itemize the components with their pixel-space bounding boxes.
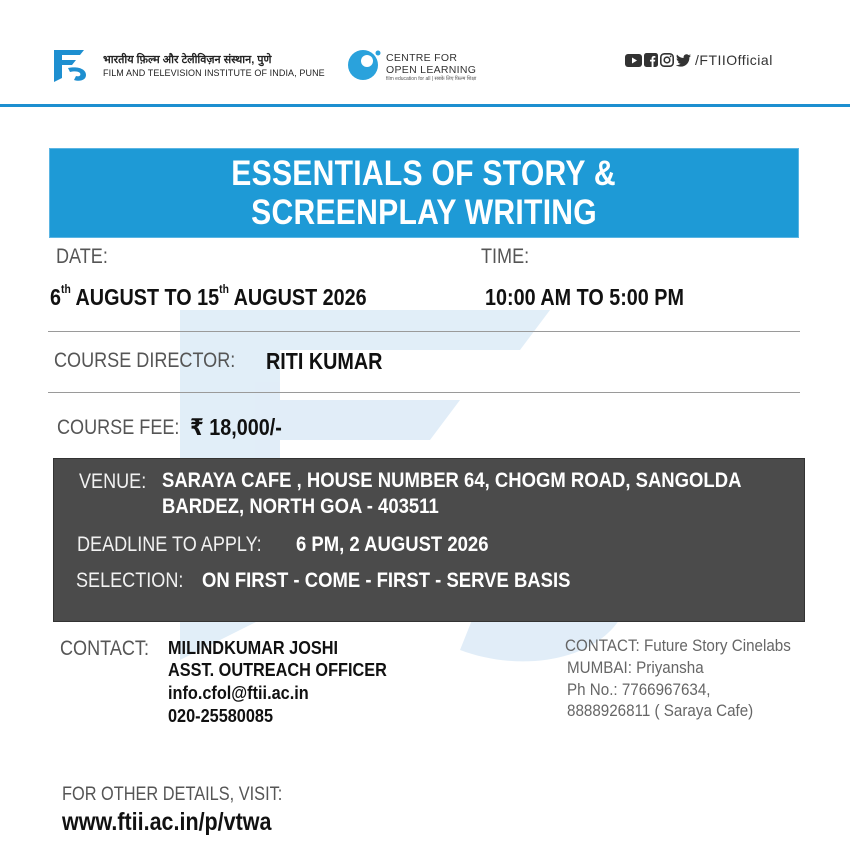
selection-label: SELECTION: xyxy=(76,569,184,592)
cfol-name-line2: OPEN LEARNING xyxy=(386,64,477,76)
venue-address-line1: SARAYA CAFE , HOUSE NUMBER 64, CHOGM ROAD, SANGOLDA xyxy=(162,468,742,492)
divider xyxy=(48,392,800,393)
partner-contact: CONTACT: Future Story Cinelabs xyxy=(565,637,791,655)
facebook-icon[interactable] xyxy=(644,53,658,67)
date-value xyxy=(50,284,367,311)
contact-phone[interactable]: 020-25580085 xyxy=(168,705,274,726)
venue-label: VENUE: xyxy=(79,470,147,493)
instagram-icon[interactable] xyxy=(660,53,674,67)
course-title-line1: ESSENTIALS OF STORY & xyxy=(231,154,617,193)
course-director-name: RITI KUMAR xyxy=(266,348,383,374)
contact-email[interactable]: info.cfol@ftii.ac.in xyxy=(168,682,309,703)
date-end: AUGUST 2026 xyxy=(228,284,367,310)
course-title-line2: SCREENPLAY WRITING xyxy=(251,193,597,232)
date-start-suffix: th xyxy=(61,282,71,296)
date-middle: AUGUST TO 15 xyxy=(70,284,220,310)
date-label: DATE: xyxy=(56,245,108,268)
youtube-icon[interactable] xyxy=(625,54,642,67)
date-start-day: 6 xyxy=(50,284,62,310)
selection-value: ON FIRST - COME - FIRST - SERVE BASIS xyxy=(202,568,571,592)
other-details-label: FOR OTHER DETAILS, VISIT: xyxy=(62,784,283,805)
time-value: 10:00 AM TO 5:00 PM xyxy=(485,284,684,310)
social-links xyxy=(625,52,773,68)
contact-name: MILINDKUMAR JOSHI xyxy=(168,637,339,658)
ftii-name-hindi: भारतीय फ़िल्म और टेलीविज़न संस्थान, पुणे xyxy=(103,54,272,66)
details-link[interactable]: www.ftii.ac.in/p/vtwa xyxy=(62,808,272,836)
partner-city-contact: MUMBAI: Priyansha xyxy=(567,659,704,677)
ftii-logo xyxy=(50,44,90,84)
ftii-name-english: FILM AND TELEVISION INSTITUTE OF INDIA, PUNE xyxy=(103,68,325,78)
cfol-name-line1: CENTRE FOR xyxy=(386,52,458,64)
social-handle[interactable]: /FTIIOfficial xyxy=(695,52,773,68)
cfol-tagline: film education for all | सबके लिए फ़िल्म शिक्षा xyxy=(386,76,477,82)
contact-role: ASST. OUTREACH OFFICER xyxy=(168,659,387,680)
course-fee-value: ₹ 18,000/- xyxy=(190,414,282,440)
time-label: TIME: xyxy=(481,245,530,268)
course-title-banner xyxy=(49,148,799,238)
header-divider xyxy=(0,104,850,107)
divider xyxy=(48,331,800,332)
course-fee-label: COURSE FEE: xyxy=(57,416,180,439)
date-end-suffix: th xyxy=(219,282,229,296)
venue-address-line2: BARDEZ, NORTH GOA - 403511 xyxy=(162,494,439,518)
partner-phone-line1[interactable]: Ph No.: 7766967634, xyxy=(567,681,711,699)
partner-phone-line2[interactable]: 8888926811 ( Saraya Cafe) xyxy=(567,702,754,720)
deadline-value: 6 PM, 2 AUGUST 2026 xyxy=(296,532,489,556)
twitter-icon[interactable] xyxy=(676,54,691,67)
header xyxy=(0,0,850,106)
contact-label: CONTACT: xyxy=(60,637,149,660)
deadline-label: DEADLINE TO APPLY: xyxy=(77,533,262,556)
venue-panel xyxy=(53,458,805,622)
course-director-label: COURSE DIRECTOR: xyxy=(54,349,236,372)
cfol-logo xyxy=(347,48,381,82)
